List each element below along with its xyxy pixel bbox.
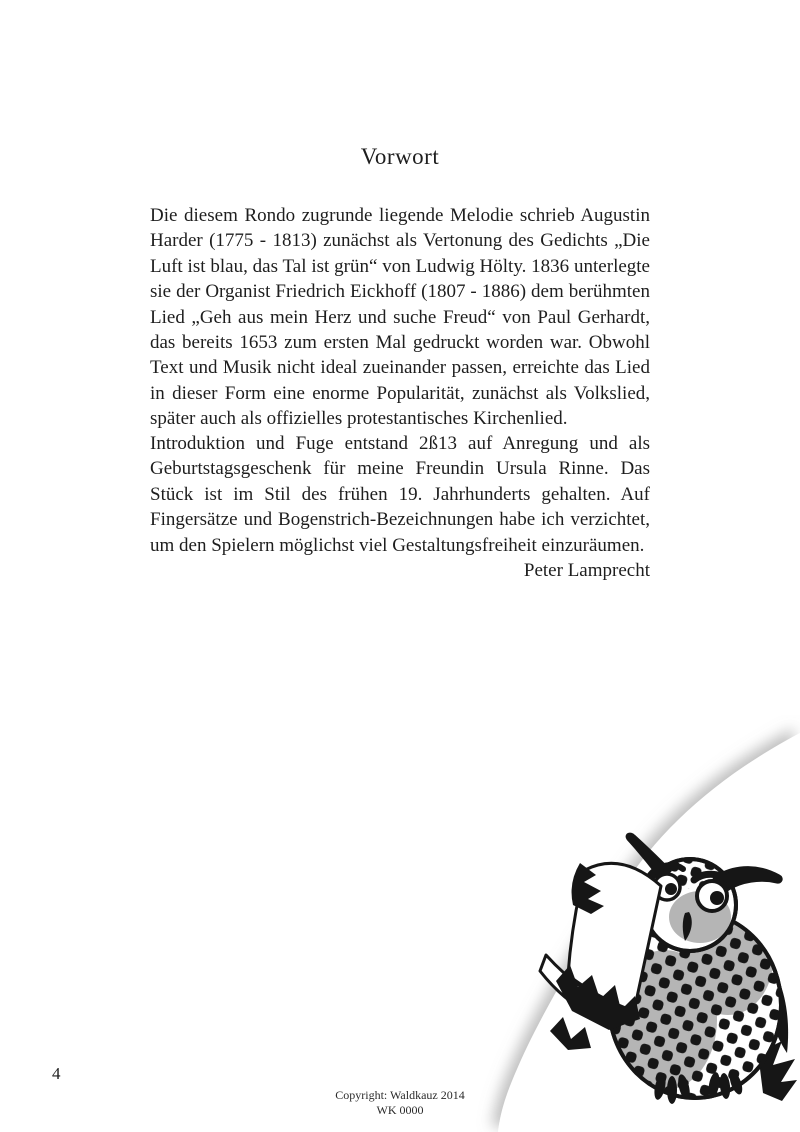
author-signature: Peter Lamprecht xyxy=(523,560,650,581)
copyright-line-2: WK 0000 xyxy=(376,1103,424,1117)
preface-paragraph-2: Introduktion und Fuge entstand 2ß13 auf Anregung und als Geburtstagsgeschenk für meine Freundin Ursula Rinne. Das Stück ist im Stil des frühen 19. Jahrhunderts gehalten. Auf Fingersätze und Bogenstrich-Bezeichnungen habe ich verzichtet, um den Spielern möglichst viel Gestaltungsfreiheit einzuräumen. xyxy=(150,433,650,556)
copyright-line-1: Copyright: Waldkauz 2014 xyxy=(335,1088,465,1102)
owl-illustration xyxy=(460,715,800,1132)
page-number: 4 xyxy=(52,1064,61,1083)
page-title: Vorwort xyxy=(360,144,440,169)
copyright-notice xyxy=(0,1088,800,1118)
preface-paragraph-1: Die diesem Rondo zugrunde liegende Melodie schrieb Augustin Harder (1775 - 1813) zunächst als Vertonung des Gedichts „Die Luft ist blau, das Tal ist grün“ von Ludwig Hölty. 1836 unterlegte sie der Organist Friedrich Eickhoff (1807 - 1886) dem berühmten Lied „Geh aus mein Herz und suche Freud“ von Paul Gerhardt, das bereits 1653 zum ersten Mal gedruckt worden war. Obwohl Text und Musik nicht ideal zueinander passen, erreichte das Lied in dieser Form eine enorme Popularität, zunächst als Volkslied, später auch als offizielles protestantisches Kirchenlied. xyxy=(150,205,650,430)
